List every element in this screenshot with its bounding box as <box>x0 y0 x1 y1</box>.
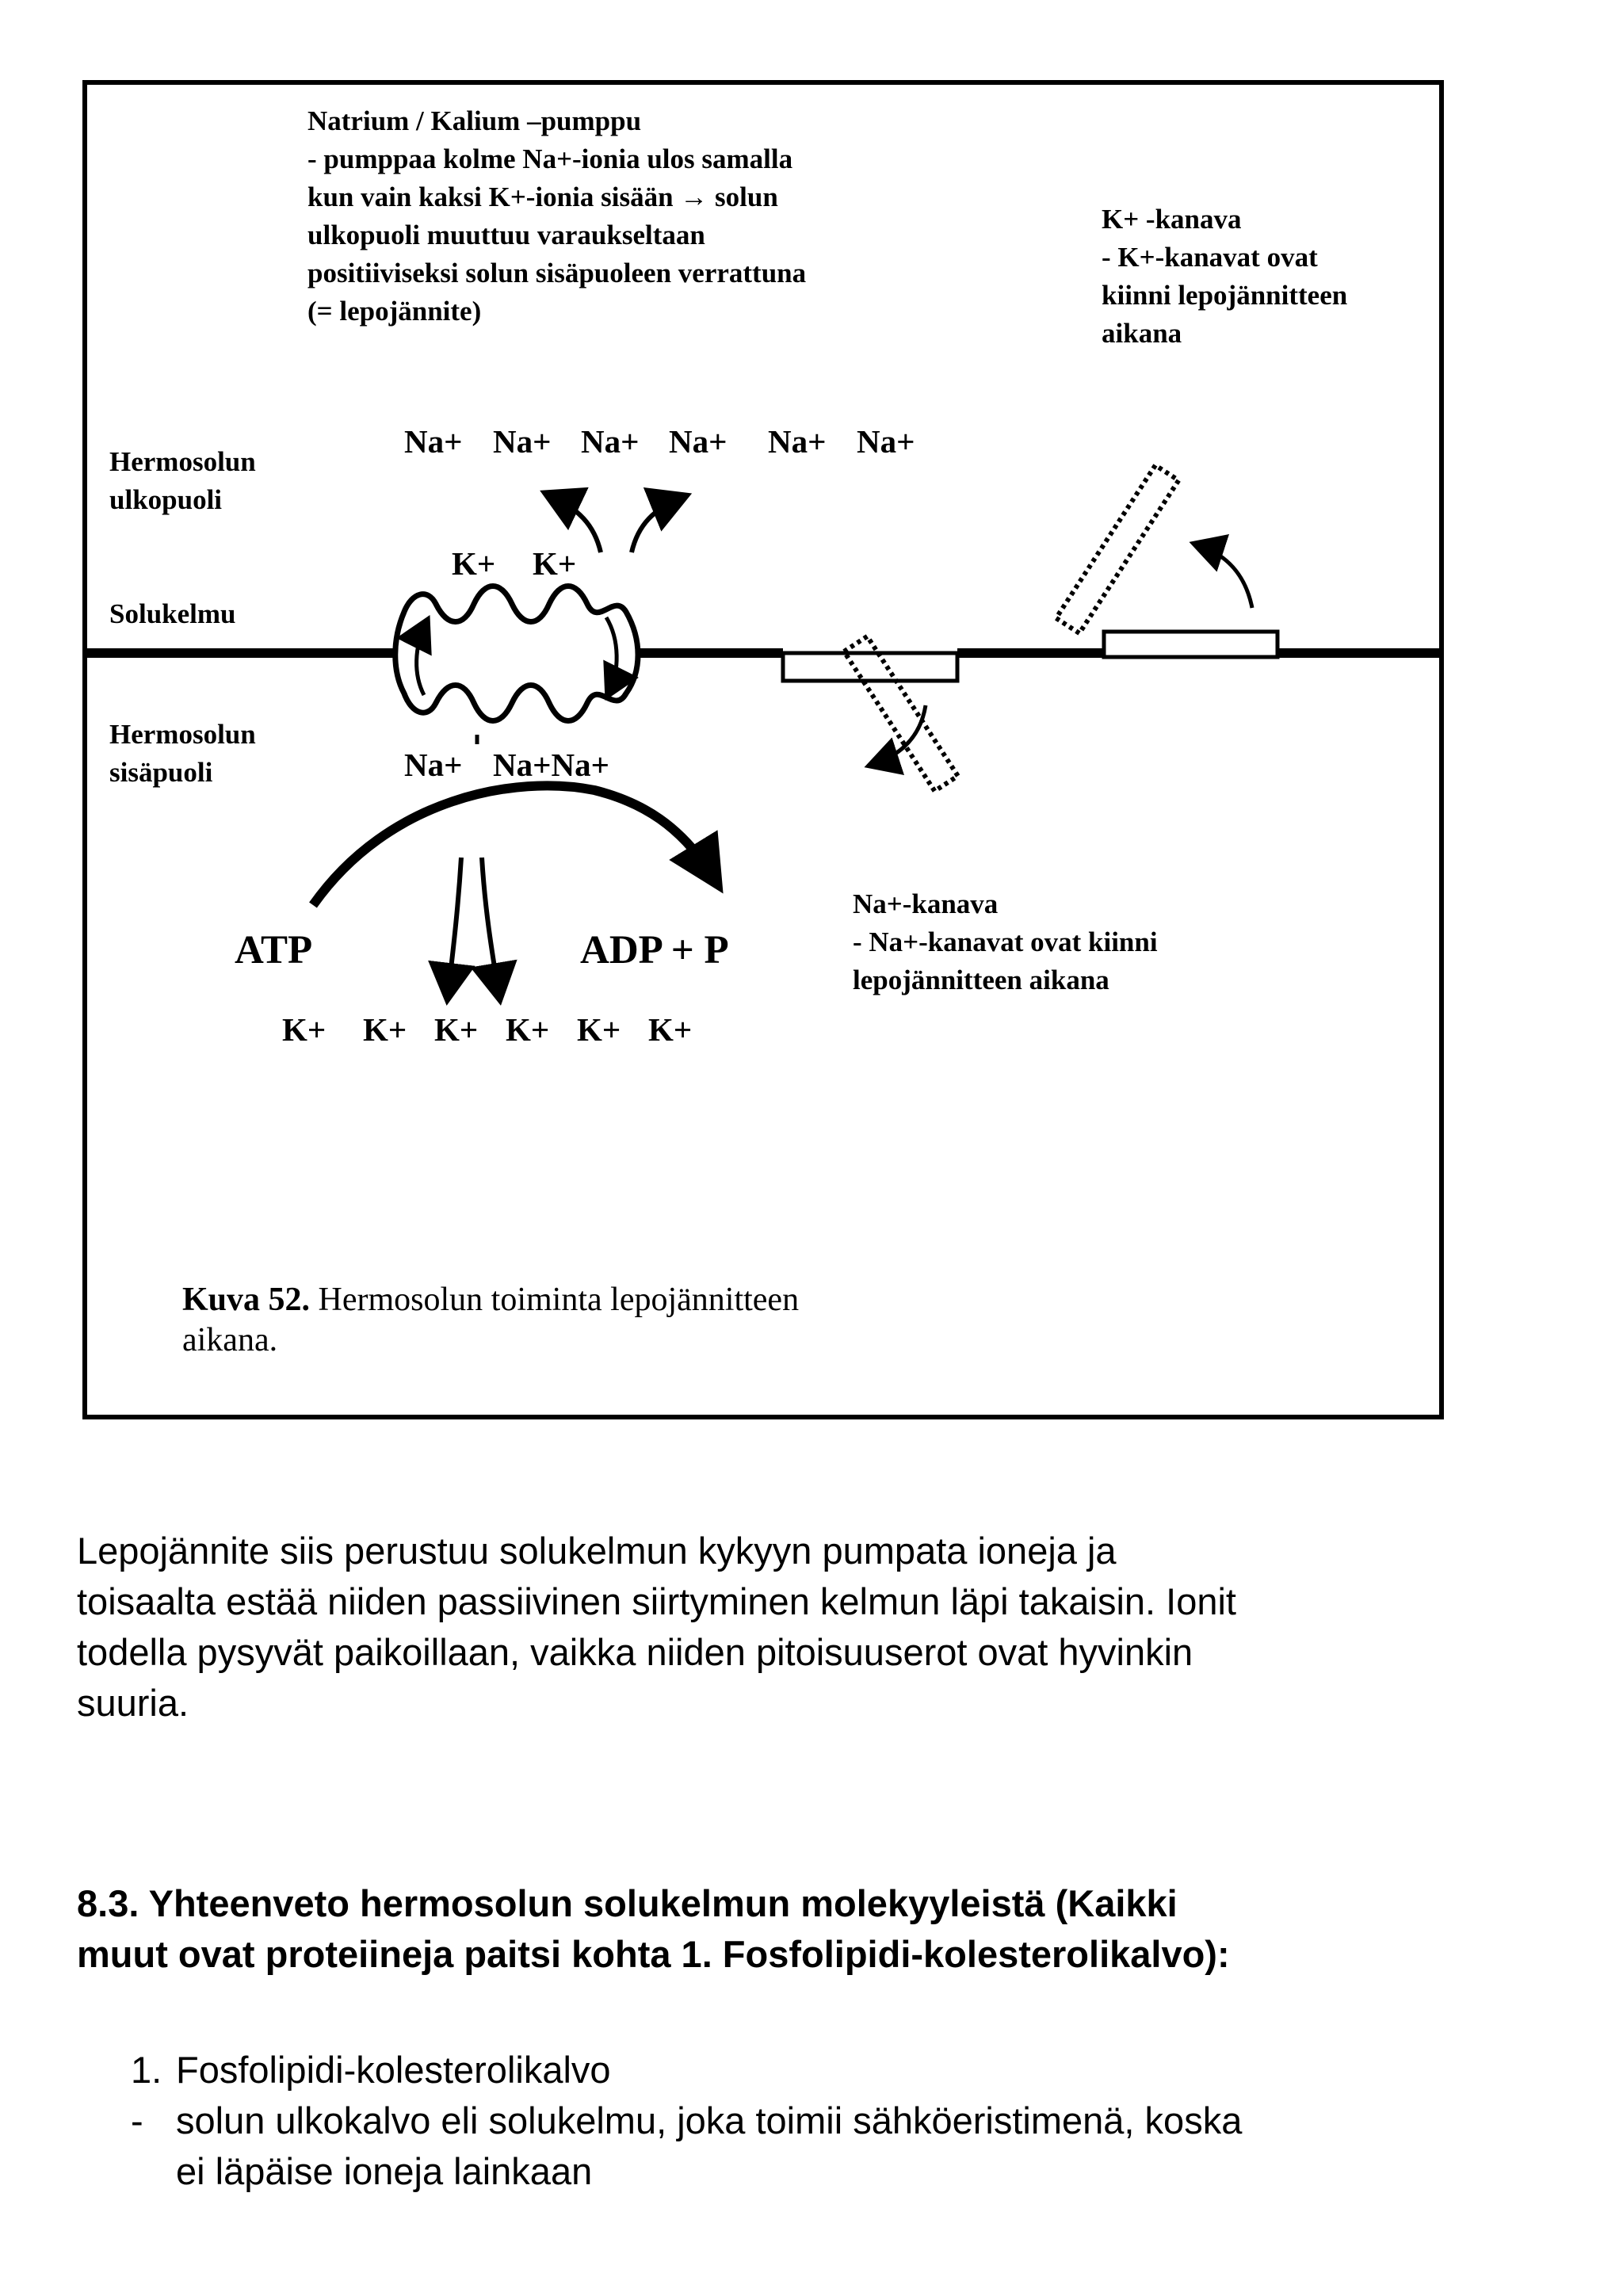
pump-desc-line: - pumppaa kolme Na+-ionia ulos samalla <box>307 143 793 174</box>
k-channel-arrow <box>1197 544 1252 608</box>
k-channel-desc: aikana <box>1102 318 1182 349</box>
paragraph-line: Lepojännite siis perustuu solukelmun kykyyn pumpata ioneja ja <box>77 1530 1117 1572</box>
atp-adp-arrow <box>313 785 713 905</box>
na-channel-desc: - Na+-kanavat ovat kiinni <box>853 926 1158 957</box>
na-out-arrow-right <box>632 497 683 552</box>
k-ion-inside: K+ <box>363 1011 407 1048</box>
body-paragraph <box>77 1526 1503 1729</box>
k-channel-closed <box>1104 632 1277 657</box>
inside-label: sisäpuoli <box>109 757 213 788</box>
caption-text: Hermosolun toiminta lepojännitteen <box>318 1282 800 1318</box>
paragraph-line: todella pysyvät paikoillaan, vaikka niiden pitoisuuserot ovat hyvinkin <box>77 1631 1193 1673</box>
k-in-arrow-right <box>482 858 499 996</box>
na-channel-closed <box>783 653 957 681</box>
paragraph-line: toisaalta estää niiden passiivinen siirtyminen kelmun läpi takaisin. Ionit <box>77 1580 1236 1622</box>
na-ion-outside: Na+ <box>581 423 640 460</box>
list-dash-marker: - <box>131 2099 143 2141</box>
adp-label: ADP + P <box>580 928 729 972</box>
figure-box <box>82 80 1444 1419</box>
atp-label: ATP <box>235 928 313 972</box>
pump-desc-line: ulkopuoli muuttuu varaukseltaan <box>307 220 705 250</box>
na-channel-desc: lepojännitteen aikana <box>853 965 1109 995</box>
k-channel-title: K+ -kanava <box>1102 204 1242 235</box>
caption-number: Kuva 52. <box>182 1282 311 1318</box>
na-channel-title: Na+-kanava <box>853 888 999 919</box>
k-ion-pump: K+ <box>452 545 496 582</box>
paragraph-line: suuria. <box>77 1682 189 1724</box>
na-ion-outside: Na+ <box>669 423 727 460</box>
outside-label: ulkopuoli <box>109 484 223 515</box>
na-ion-outside: Na+ <box>857 423 915 460</box>
k-ion-inside: K+ <box>434 1011 479 1048</box>
membrane-label: Solukelmu <box>109 598 236 629</box>
figure-caption <box>182 1280 927 1361</box>
na-ion-inside: Na+Na+ <box>493 747 609 783</box>
caption-text: aikana. <box>182 1322 278 1358</box>
k-channel-desc: kiinni lepojännitteen <box>1102 280 1348 311</box>
list-dash-text: solun ulkokalvo eli solukelmu, joka toimii sähköeristimenä, koska <box>176 2099 1243 2141</box>
pump-title: Natrium / Kalium –pumppu <box>307 105 642 136</box>
k-in-arrow-left <box>448 858 461 996</box>
heading-line: 8.3. Yhteenveto hermosolun solukelmun molekyyleistä (Kaikki <box>77 1882 1178 1924</box>
k-ion-inside: K+ <box>506 1011 550 1048</box>
na-ion-outside: Na+ <box>768 423 827 460</box>
pump-desc-line: kun vain kaksi K+-ionia sisään → solun <box>307 181 778 212</box>
pump-desc-line: (= lepojännite) <box>307 296 482 327</box>
list-item-number: 1. <box>131 2049 162 2091</box>
k-channel-desc: - K+-kanavat ovat <box>1102 242 1318 273</box>
outside-label: Hermosolun <box>109 446 256 477</box>
k-ion-inside: K+ <box>282 1011 327 1048</box>
na-k-pump-shape <box>395 586 638 721</box>
pump-desc-line: positiiviseksi solun sisäpuoleen verrattuna <box>307 258 807 288</box>
heading-line: muut ovat proteiineja paitsi kohta 1. Fosfolipidi-kolesterolikalvo): <box>77 1933 1230 1975</box>
k-ion-pump: K+ <box>533 545 577 582</box>
list-dash-text: ei läpäise ioneja lainkaan <box>176 2150 593 2192</box>
na-ion-inside: Na+ <box>404 747 463 783</box>
na-ion-outside: Na+ <box>493 423 552 460</box>
k-ion-inside: K+ <box>648 1011 693 1048</box>
na-ion-outside: Na+ <box>404 423 463 460</box>
k-channel-open-dotted <box>1056 465 1179 633</box>
k-ion-inside: K+ <box>577 1011 621 1048</box>
list-item-text: Fosfolipidi-kolesterolikalvo <box>176 2049 611 2091</box>
inside-label: Hermosolun <box>109 719 256 750</box>
section-heading <box>77 1878 1519 1980</box>
